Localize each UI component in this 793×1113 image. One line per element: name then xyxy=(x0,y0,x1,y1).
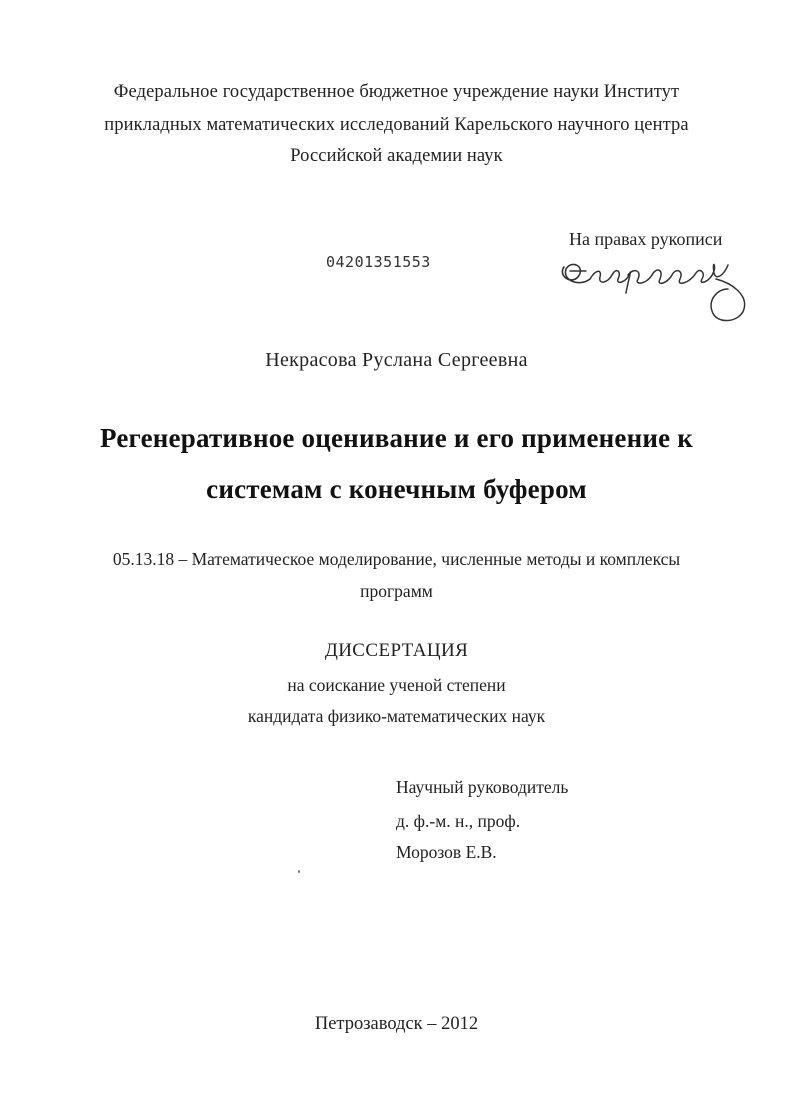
advisor-name: Морозов Е.В. xyxy=(396,842,497,862)
institution-line-1: Федеральное государственное бюджетное учреждение науки Институт xyxy=(113,82,680,102)
institution-line-2: прикладных математических исследований Карельского научного центра xyxy=(104,115,689,135)
city-year: Петрозаводск – 2012 xyxy=(314,1014,479,1034)
dissertation-title-line-2: системам с конечным буфером xyxy=(206,474,587,504)
advisor-label: Научный руководитель xyxy=(396,777,569,797)
degree-line-1: на соискание ученой степени xyxy=(287,675,506,695)
specialty-line-1: 05.13.18 – Математическое моделирование, численные методы и комплексы xyxy=(112,549,681,569)
advisor-credentials: д. ф.-м. н., проф. xyxy=(396,811,521,831)
dissertation-title-line-1: Регенеративное оценивание и его применение к xyxy=(99,423,694,453)
author-name: Некрасова Руслана Сергеевна xyxy=(265,349,528,371)
work-type-heading: ДИССЕРТАЦИЯ xyxy=(324,640,469,661)
registration-number: 04201351553 xyxy=(326,253,431,271)
manuscript-rights-label: На правах рукописи xyxy=(569,229,723,249)
scan-speck xyxy=(298,870,300,873)
institution-line-3: Российской академии наук xyxy=(290,146,503,166)
specialty-line-2: программ xyxy=(360,581,433,601)
signature-image xyxy=(556,245,756,333)
degree-line-2: кандидата физико-математических наук xyxy=(247,706,546,726)
